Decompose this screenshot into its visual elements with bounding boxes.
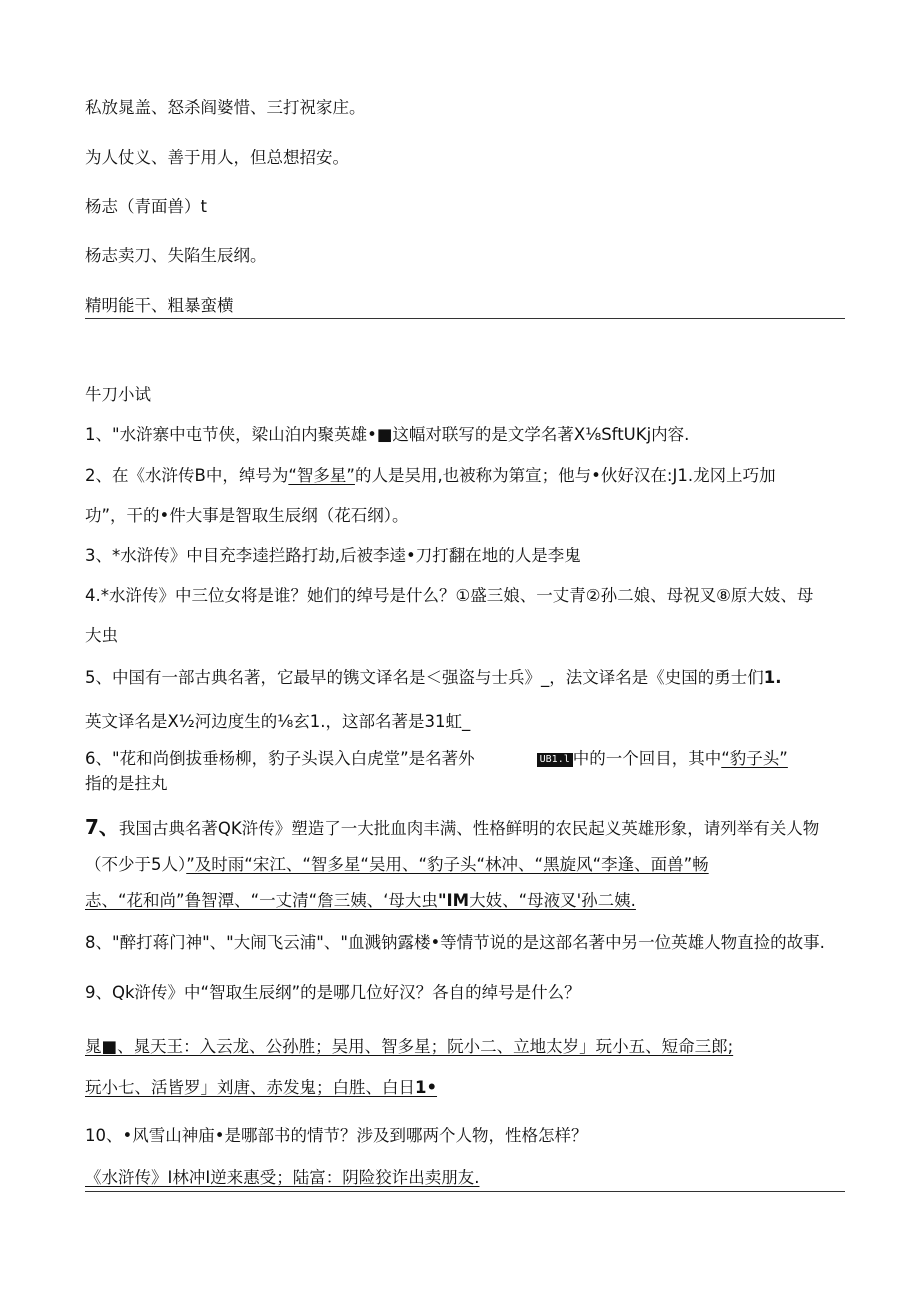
question-9-answer-bold: 1• xyxy=(415,1078,438,1097)
question-2-line-1 xyxy=(85,465,776,487)
question-7-answer-2b: "IM xyxy=(437,891,470,910)
question-6-badge: UB1.l xyxy=(537,753,573,767)
question-7-answer-2a: 志、“花和尚”鲁智潭、“一丈清“詹三姨、‘母大虫 xyxy=(85,891,438,910)
question-8: 8、"醉打蒋门神"、"大闹飞云浦"、"血溅钠露楼•等情节说的是这部名著中另一位英雄人物直捡的故事. xyxy=(85,933,825,952)
section-title: 牛刀小试 xyxy=(85,385,151,404)
question-6-line-1 xyxy=(85,748,788,770)
question-10: 10、•风雪山神庙•是哪部书的情节？涉及到哪两个人物，性格怎样？ xyxy=(85,1126,588,1145)
top-line-1: 私放晁盖、怒杀阎婆惜、三打祝家庄。 xyxy=(85,98,366,117)
question-6-text-b: 中的一个回目，其中 xyxy=(572,749,722,768)
question-9-answer-line-2 xyxy=(85,1077,437,1099)
section-divider-1 xyxy=(85,318,845,319)
section-divider-2 xyxy=(85,1191,845,1192)
question-5-line-1 xyxy=(85,667,782,689)
question-5-text: 5、中国有一部古典名著，它最早的镌文译名是＜强盗与士兵》_，法文译名是《史国的勇士们 xyxy=(85,668,764,687)
question-9: 9、Qk浒传》中“智取生辰纲”的是哪几位好汉？各自的绰号是什么？ xyxy=(85,983,581,1002)
question-6-line-2: 指的是拄丸 xyxy=(85,774,168,793)
question-6-answer: “豹子头” xyxy=(721,749,788,768)
question-2-answer-1: “智多星” xyxy=(288,466,355,485)
question-2-line-2: 功”，干的•件大事是智取生辰纲（花石纲）。 xyxy=(85,506,409,525)
question-5-bold: 1. xyxy=(763,668,782,687)
question-1: 1、"水浒寨中屯节侠，梁山泊内聚英雄•■这幅对联写的是文学名著X⅛SftUKj内容. xyxy=(85,425,690,444)
top-line-5: 精明能干、粗暴蛮横 xyxy=(85,296,234,315)
question-7-line-3 xyxy=(85,890,636,912)
question-7-text-b: （不少于5人） xyxy=(85,855,187,874)
question-7-answer-2c: 大妓、“母液叉'孙二姨. xyxy=(469,891,636,910)
question-6-text-a: 6、"花和尚倒拔垂杨柳，豹子头误入白虎堂”是名著外 xyxy=(85,749,475,768)
question-7-text: 我国古典名著QK浒传》塑造了一大批血肉丰满、性格鲜明的农民起义英雄形象，请列举有关人物 xyxy=(118,819,820,838)
question-7-line-1 xyxy=(85,816,819,840)
top-line-2: 为人仗义、善于用人，但总想招安。 xyxy=(85,148,349,167)
question-2-text-a: 2、在《水浒传B中，绰号为 xyxy=(85,466,289,485)
question-10-answer: 《水浒传》I林冲I逆来惠受；陆富：阴险狡诈出卖朋友. xyxy=(85,1168,480,1187)
question-4-line-2: 大虫 xyxy=(85,626,118,645)
top-line-4: 杨志卖刀、失陷生辰纲。 xyxy=(85,246,267,265)
question-9-answer-line-1: 晁■、晁天王：入云龙、公孙胜；吴用、智多星；阮小二、立地太岁」玩小五、短命三郎; xyxy=(85,1037,734,1056)
question-5-line-2: 英文译名是X½河边度生的⅛玄1.，这部名著是31虹_ xyxy=(85,712,471,731)
question-2-text-b: 的人是吴用,也被称为第宣；他与•伙好汉在:J1.龙冈上巧加 xyxy=(354,466,776,485)
question-3: 3、*水浒传》中目充李逵拦路打劫,后被李逵•刀打翻在地的人是李鬼 xyxy=(85,546,581,565)
top-line-3: 杨志（青面兽）t xyxy=(85,197,207,216)
question-7-line-2 xyxy=(85,854,709,876)
question-4-line-1: 4.*水浒传》中三位女将是谁？她们的绰号是什么？①盛三娘、一丈青②孙二娘、母祝叉⑧原大妓、母 xyxy=(85,586,814,605)
question-7-answer-1: ”及时雨“宋江、“智多星“吴用、“豹子头“林冲、“黑旋风“李逢、面兽”畅 xyxy=(186,855,709,874)
question-9-answer-text: 玩小七、活皆罗」刘唐、赤发鬼；白胜、白日 xyxy=(85,1078,415,1097)
question-7-number: 7、 xyxy=(85,815,119,839)
